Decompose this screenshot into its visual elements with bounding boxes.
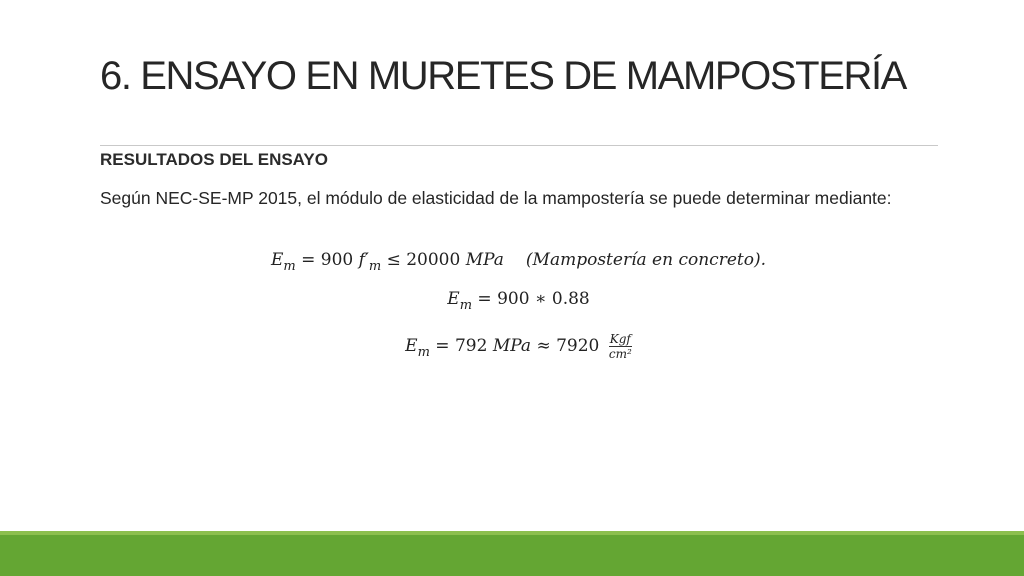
- eq2-lhs-subscript: m: [459, 298, 473, 313]
- eq1-unit: MPa: [465, 250, 504, 270]
- eq1-note: (Mampostería en concreto).: [525, 250, 766, 270]
- equation-substitution: [100, 289, 937, 313]
- eq3-unit: MPa: [492, 336, 532, 356]
- eq3-lhs-variable: E: [405, 336, 418, 356]
- eq3-approx: ≈ 7920: [536, 336, 600, 356]
- equation-elastic-modulus-formula: [100, 250, 937, 274]
- eq3-fraction-numerator: Kgf: [609, 332, 631, 346]
- title-divider: [100, 145, 938, 146]
- eq3-fraction: [609, 332, 632, 361]
- eq3-value: = 792: [435, 336, 488, 356]
- eq1-f-subscript: m: [368, 259, 382, 274]
- eq3-fraction-denominator: cm²: [608, 347, 632, 361]
- section-heading: RESULTADOS DEL ENSAYO: [100, 150, 328, 169]
- slide-title: 6. ENSAYO EN MURETES DE MAMPOSTERÍA: [100, 54, 906, 98]
- eq1-coefficient: = 900: [301, 250, 354, 270]
- eq2-lhs-variable: E: [447, 289, 460, 309]
- equation-result: [100, 332, 937, 361]
- eq1-lhs-subscript: m: [283, 259, 296, 274]
- eq1-f-prime: f′: [358, 250, 369, 270]
- eq1-limit: ≤ 20000: [386, 250, 461, 270]
- body-paragraph: Según NEC-SE-MP 2015, el módulo de elasticidad de la mampostería se puede determinar mediante:: [100, 188, 892, 208]
- eq1-lhs-variable: E: [271, 250, 284, 270]
- footer-bar: [0, 535, 1024, 576]
- eq2-rhs: = 900 ∗ 0.88: [477, 289, 590, 309]
- eq3-lhs-subscript: m: [417, 345, 430, 360]
